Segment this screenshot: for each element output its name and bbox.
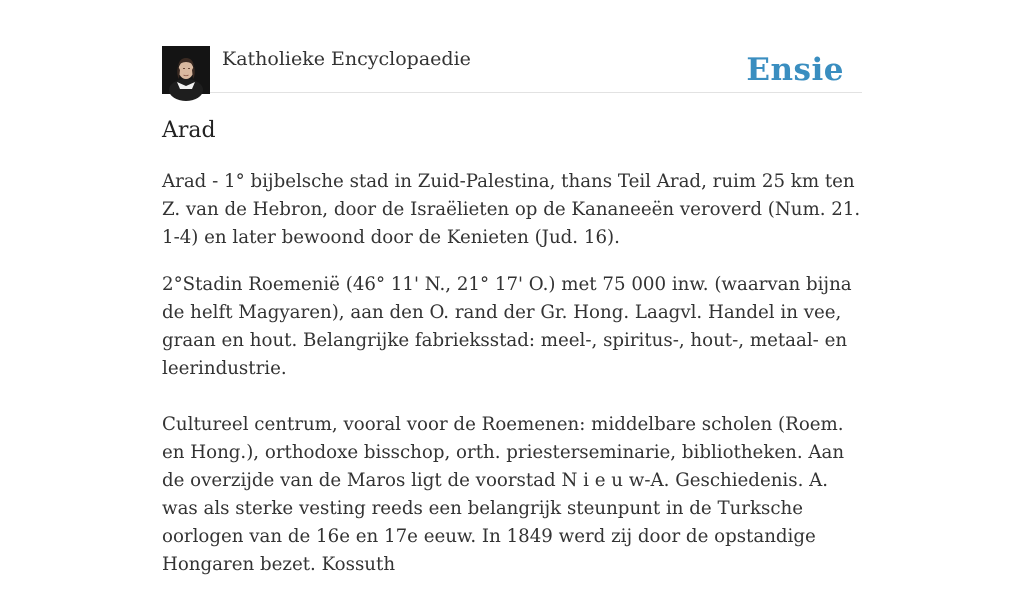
brand-logo[interactable]: Ensie: [746, 52, 844, 88]
source-name[interactable]: Katholieke Encyclopaedie: [222, 48, 471, 70]
portrait-icon: [162, 46, 210, 94]
article-paragraph: Cultureel centrum, vooral voor de Roemenen: middelbare scholen (Roem. en Hong.), orthodoxe bisschop, orth. priesterseminarie, bibliotheken. Aan de overzijde van de Maros ligt de voorstad N i e u w-A. Geschiedenis. A. was als sterke vesting reeds een belangrijk steunpunt in de Turksche oorlogen van de 16e en 17e eeuw. In 1849 werd zij door de opstandige Hongaren bezet. Kossuth: [162, 414, 845, 575]
site-header: [162, 46, 862, 93]
avatar[interactable]: [162, 46, 210, 94]
article-body: [162, 168, 862, 598]
article-paragraph: 2°Stadin Roemenië (46° 11' N., 21° 17' O.) met 75 000 inw. (waarvan bijna de helft Magyaren), aan den O. rand der Gr. Hong. Laagvl. Handel in vee, graan en hout. Belangrijke fabrieksstad: meel-, spiritus-, hout-, metaal- en leerindustrie.: [162, 274, 852, 379]
page-title: Arad: [162, 118, 216, 143]
article-paragraph: Arad - 1° bijbelsche stad in Zuid-Palestina, thans Teil Arad, ruim 25 km ten Z. van de Hebron, door de Israëlieten op de Kananeeën veroverd (Num. 21. 1-4) en later bewoond door de Kenieten (Jud. 16).: [162, 171, 861, 248]
